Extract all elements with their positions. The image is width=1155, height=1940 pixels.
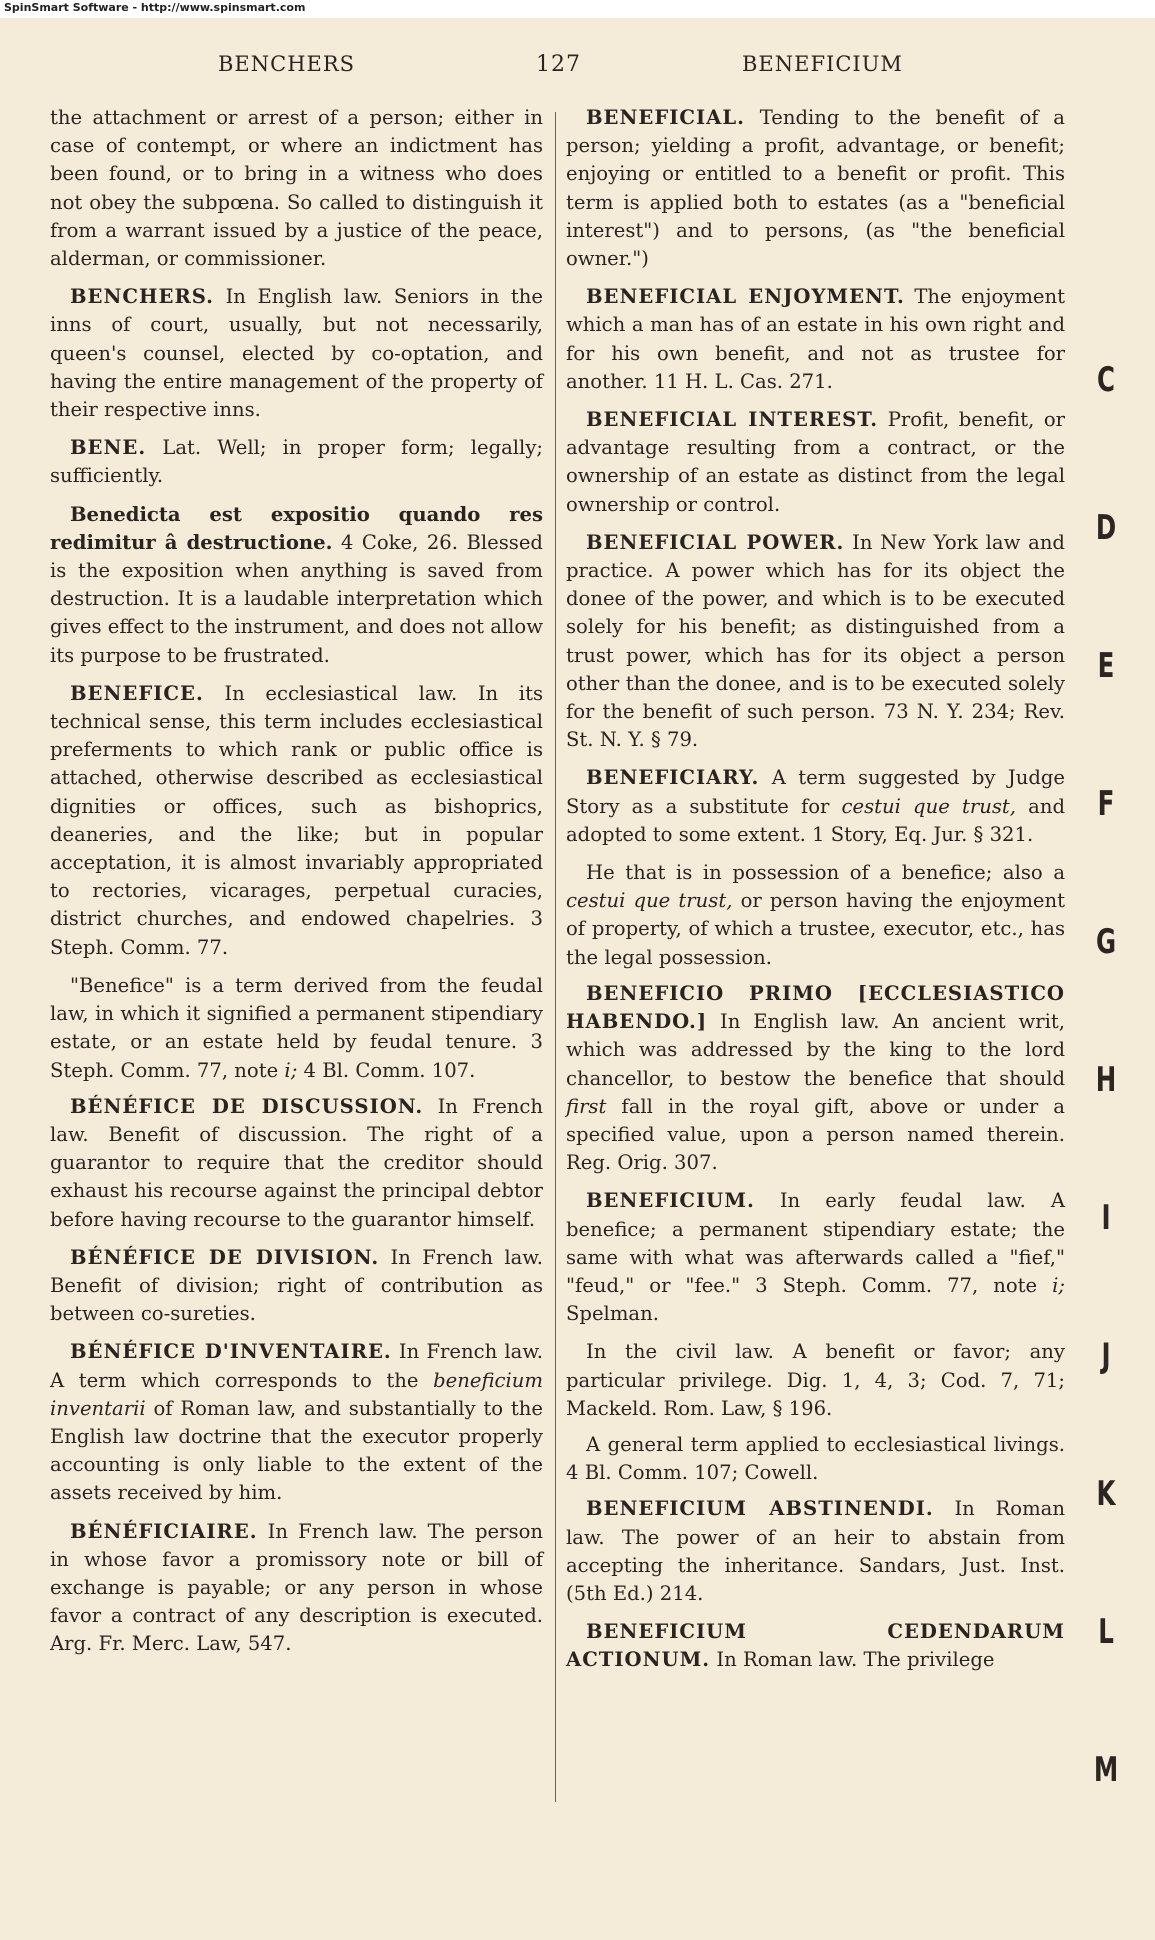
entry-text: In French law. Benefit of discussion. The right of a guarantor to require that the creditor should exhaust his recourse against the principal debtor before having recourse to the guarantor himself. (50, 1094, 543, 1231)
entry-beneficiary-note (566, 859, 1065, 972)
running-head (0, 52, 1155, 82)
entry-text: In Roman law. The power of an heir to abstain from accepting the inheritance. Sandars, Just. Inst. (5th Ed.) 214. (566, 1497, 1065, 1605)
running-head-right: BENEFICIUM (742, 52, 903, 76)
thumb-letter-d[interactable]: D (1095, 508, 1117, 548)
maxim-term: Benedicta est expositio quando res redimitur â destructione. (50, 502, 543, 554)
entry-text: In Roman law. The privilege (716, 1648, 995, 1672)
entry-benedicta (50, 501, 543, 670)
note-italic: cestui que trust, (566, 889, 733, 913)
thumb-letter-l[interactable]: L (1098, 1612, 1114, 1652)
thumb-letter-e[interactable]: E (1097, 646, 1115, 686)
entry-benefice (50, 680, 543, 962)
note-text: 4 Bl. Comm. 107. (297, 1058, 476, 1082)
entry-text: fall in the royal gift, above or under a specified value, upon a person named therein. Reg. Orig. 307. (566, 1094, 1065, 1175)
entry-term: BENEFICIUM CEDENDARUM ACTIONUM. (566, 1620, 1065, 1672)
entry-beneficium (566, 1187, 1065, 1328)
entry-term: BENEFICIO PRIMO [ECCLESIASTICO HABENDO.] (566, 981, 1065, 1034)
entry-continuation: the attachment or arrest of a person; either in case of contempt, or where an indictment has been found, or to bring in a witness who does not obey the subpœna. So called to distinguish it from a warrant issued by a justice of the peace, alderman, or commissioner. (50, 106, 543, 271)
entry-text: In English law. An ancient writ, which was addressed by the king to the lord chancellor, to bestow the benefice that should (566, 1010, 1065, 1090)
entry-benefice-de-division (50, 1244, 543, 1329)
entry-beneficium-cedendarum (566, 1618, 1065, 1674)
entry-text: and adopted to some extent. 1 Story, Eq. Jur. § 321. (566, 794, 1065, 846)
note-text: "Benefice" is a term derived from the feudal law, in which it signified a permanent stipendiary estate, or an estate held by feudal tenure. 3 Steph. Comm. 77, note (50, 973, 543, 1082)
entry-term: BENEFICIUM ABSTINENDI. (586, 1497, 934, 1521)
entry-term: BÉNÉFICE DE DIVISION. (70, 1245, 380, 1269)
entry-term: BENEFICIUM. (586, 1189, 755, 1213)
entry-term: BENEFICE. (70, 681, 204, 705)
entry-term: BÉNÉFICE D'INVENTAIRE. (70, 1340, 392, 1364)
entry-text: Lat. Well; in proper form; legally; sufficiently. (50, 436, 543, 488)
entry-beneficial-interest (566, 406, 1065, 519)
entry-term: BENEFICIAL ENJOYMENT. (586, 285, 905, 309)
running-head-left: BENCHERS (218, 52, 356, 76)
thumb-letter-m[interactable]: M (1093, 1750, 1119, 1790)
entry-text: Tending to the benefit of a person; yielding a profit, advantage, or benefit; enjoying or entitled to a benefit or profit. This term is applied both to estates (as a "beneficial interest") and to persons, (as "the beneficial owner.") (566, 106, 1065, 271)
entry-term: BENEFICIARY. (586, 766, 760, 790)
left-column (50, 104, 543, 1669)
entry-benefice-de-discussion (50, 1093, 543, 1234)
column-divider (555, 112, 556, 1802)
entry-italic: first (566, 1094, 607, 1118)
entry-benefice-note (50, 972, 543, 1085)
entry-text: 4 Coke, 26. Blessed is the exposition when anything is saved from destruction. It is a laudable interpretation which gives effect to the instrument, and does not allow its purpose to be frustrated. (50, 530, 543, 667)
entry-italic: beneficium inventarii (50, 1368, 543, 1420)
note-text: or person having the enjoyment of property, of which a trustee, executor, etc., has the legal possession. (566, 889, 1065, 969)
note-text: He that is in possession of a benefice; also a (586, 861, 1065, 885)
thumb-letter-g[interactable]: G (1095, 922, 1117, 962)
entry-beneficial-power (566, 529, 1065, 755)
entry-text: In early feudal law. A benefice; a permanent stipendiary estate; the same with what was afterwards called a "fief," "feud," or "fee." 3 Steph. Comm. 77, note (566, 1189, 1065, 1297)
entry-text: In French law. Benefit of division; right of contribution as between co-sureties. (50, 1245, 543, 1326)
entry-text: The enjoyment which a man has of an estate in his own right and for his own benefit, and not as trustee for another. 11 H. L. Cas. 271. (566, 285, 1065, 393)
entry-text: In French law. The person in whose favor a promissory note or bill of exchange is payable; or any person in whose favor a contract of any description is executed. Arg. Fr. Merc. Law, 547. (50, 1519, 543, 1656)
note-italic: i; (284, 1058, 298, 1082)
thumb-letter-c[interactable]: C (1097, 360, 1115, 400)
entry-benefice-d-inventaire (50, 1338, 543, 1507)
page-number: 127 (536, 52, 581, 77)
entry-text: A term suggested by Judge Story as a substitute for (566, 766, 1066, 818)
entry-text: In New York law and practice. A power which has for its object the donee of the power, and which is to be executed solely for his benefit; as distinguished from a trust power, which has for its object a person other than the donee, and is to be executed solely for the benefit of such person. 73 N. Y. 234; Rev. St. N. Y. § 79. (566, 530, 1065, 752)
thumb-letter-j[interactable]: J (1101, 1336, 1111, 1376)
entry-term: BÉNÉFICIAIRE. (70, 1519, 258, 1543)
entry-beneficium-abstinendi (566, 1495, 1065, 1608)
entry-term: BENE. (70, 436, 147, 460)
entry-term: BENEFICIAL POWER. (586, 530, 845, 554)
entry-bene (50, 434, 543, 490)
entry-beneficium-civil: In the civil law. A benefit or favor; any particular privilege. Dig. 1, 4, 3; Cod. 7, 71; Mackeld. Rom. Law, § 196. (566, 1340, 1065, 1420)
entry-beneficiaire (50, 1518, 543, 1659)
entry-text: Spelman. (566, 1302, 659, 1326)
entry-beneficiary (566, 764, 1065, 849)
entry-term: BENEFICIAL INTEREST. (586, 408, 879, 432)
entry-term: BÉNÉFICE DE DISCUSSION. (70, 1094, 424, 1118)
entry-italic: i; (1052, 1273, 1065, 1297)
entry-text: In English law. Seniors in the inns of court, usually, but not necessarily, queen's counsel, elected by co-optation, and having the entire management of the property of their respective inns. (50, 285, 543, 422)
entry-beneficial-enjoyment (566, 283, 1065, 396)
thumb-letter-k[interactable]: K (1096, 1474, 1116, 1514)
thumb-letter-i[interactable]: I (1101, 1198, 1111, 1238)
entry-beneficium-general: A general term applied to ecclesiastical livings. 4 Bl. Comm. 107; Cowell. (566, 1432, 1065, 1485)
thumb-letter-h[interactable]: H (1095, 1060, 1117, 1100)
entry-text: In French law. A term which corresponds to the (50, 1340, 543, 1392)
entry-text: In ecclesiastical law. In its technical sense, this term includes ecclesiastical preferments to which rank or public office is attached, otherwise described as ecclesiastical dignities or offices, such as bishoprics, deaneries, and the like; but in popular acceptation, it is almost invariably appropriated to rectories, vicarages, perpetual curacies, district churches, and endowed chapelries. 3 Steph. Comm. 77. (50, 681, 543, 959)
entry-beneficio-primo (566, 980, 1065, 1177)
source-header: SpinSmart Software - http://www.spinsmart.com (0, 0, 1155, 18)
thumb-letter-f[interactable]: F (1097, 784, 1115, 824)
right-column (566, 104, 1065, 1685)
entry-beneficial (566, 104, 1065, 273)
entry-text: Profit, benefit, or advantage resulting from a contract, or the ownership of an estate as distinct from the legal ownership or control. (566, 408, 1066, 516)
entry-benchers (50, 283, 543, 424)
entry-text: of Roman law, and substantially to the English law doctrine that the executor properly accounting is only liable to the extent of the assets received by him. (50, 1396, 543, 1505)
entry-term: BENEFICIAL. (586, 106, 745, 129)
entry-term: BENCHERS. (70, 285, 215, 309)
entry-italic: cestui que trust, (841, 794, 1016, 818)
